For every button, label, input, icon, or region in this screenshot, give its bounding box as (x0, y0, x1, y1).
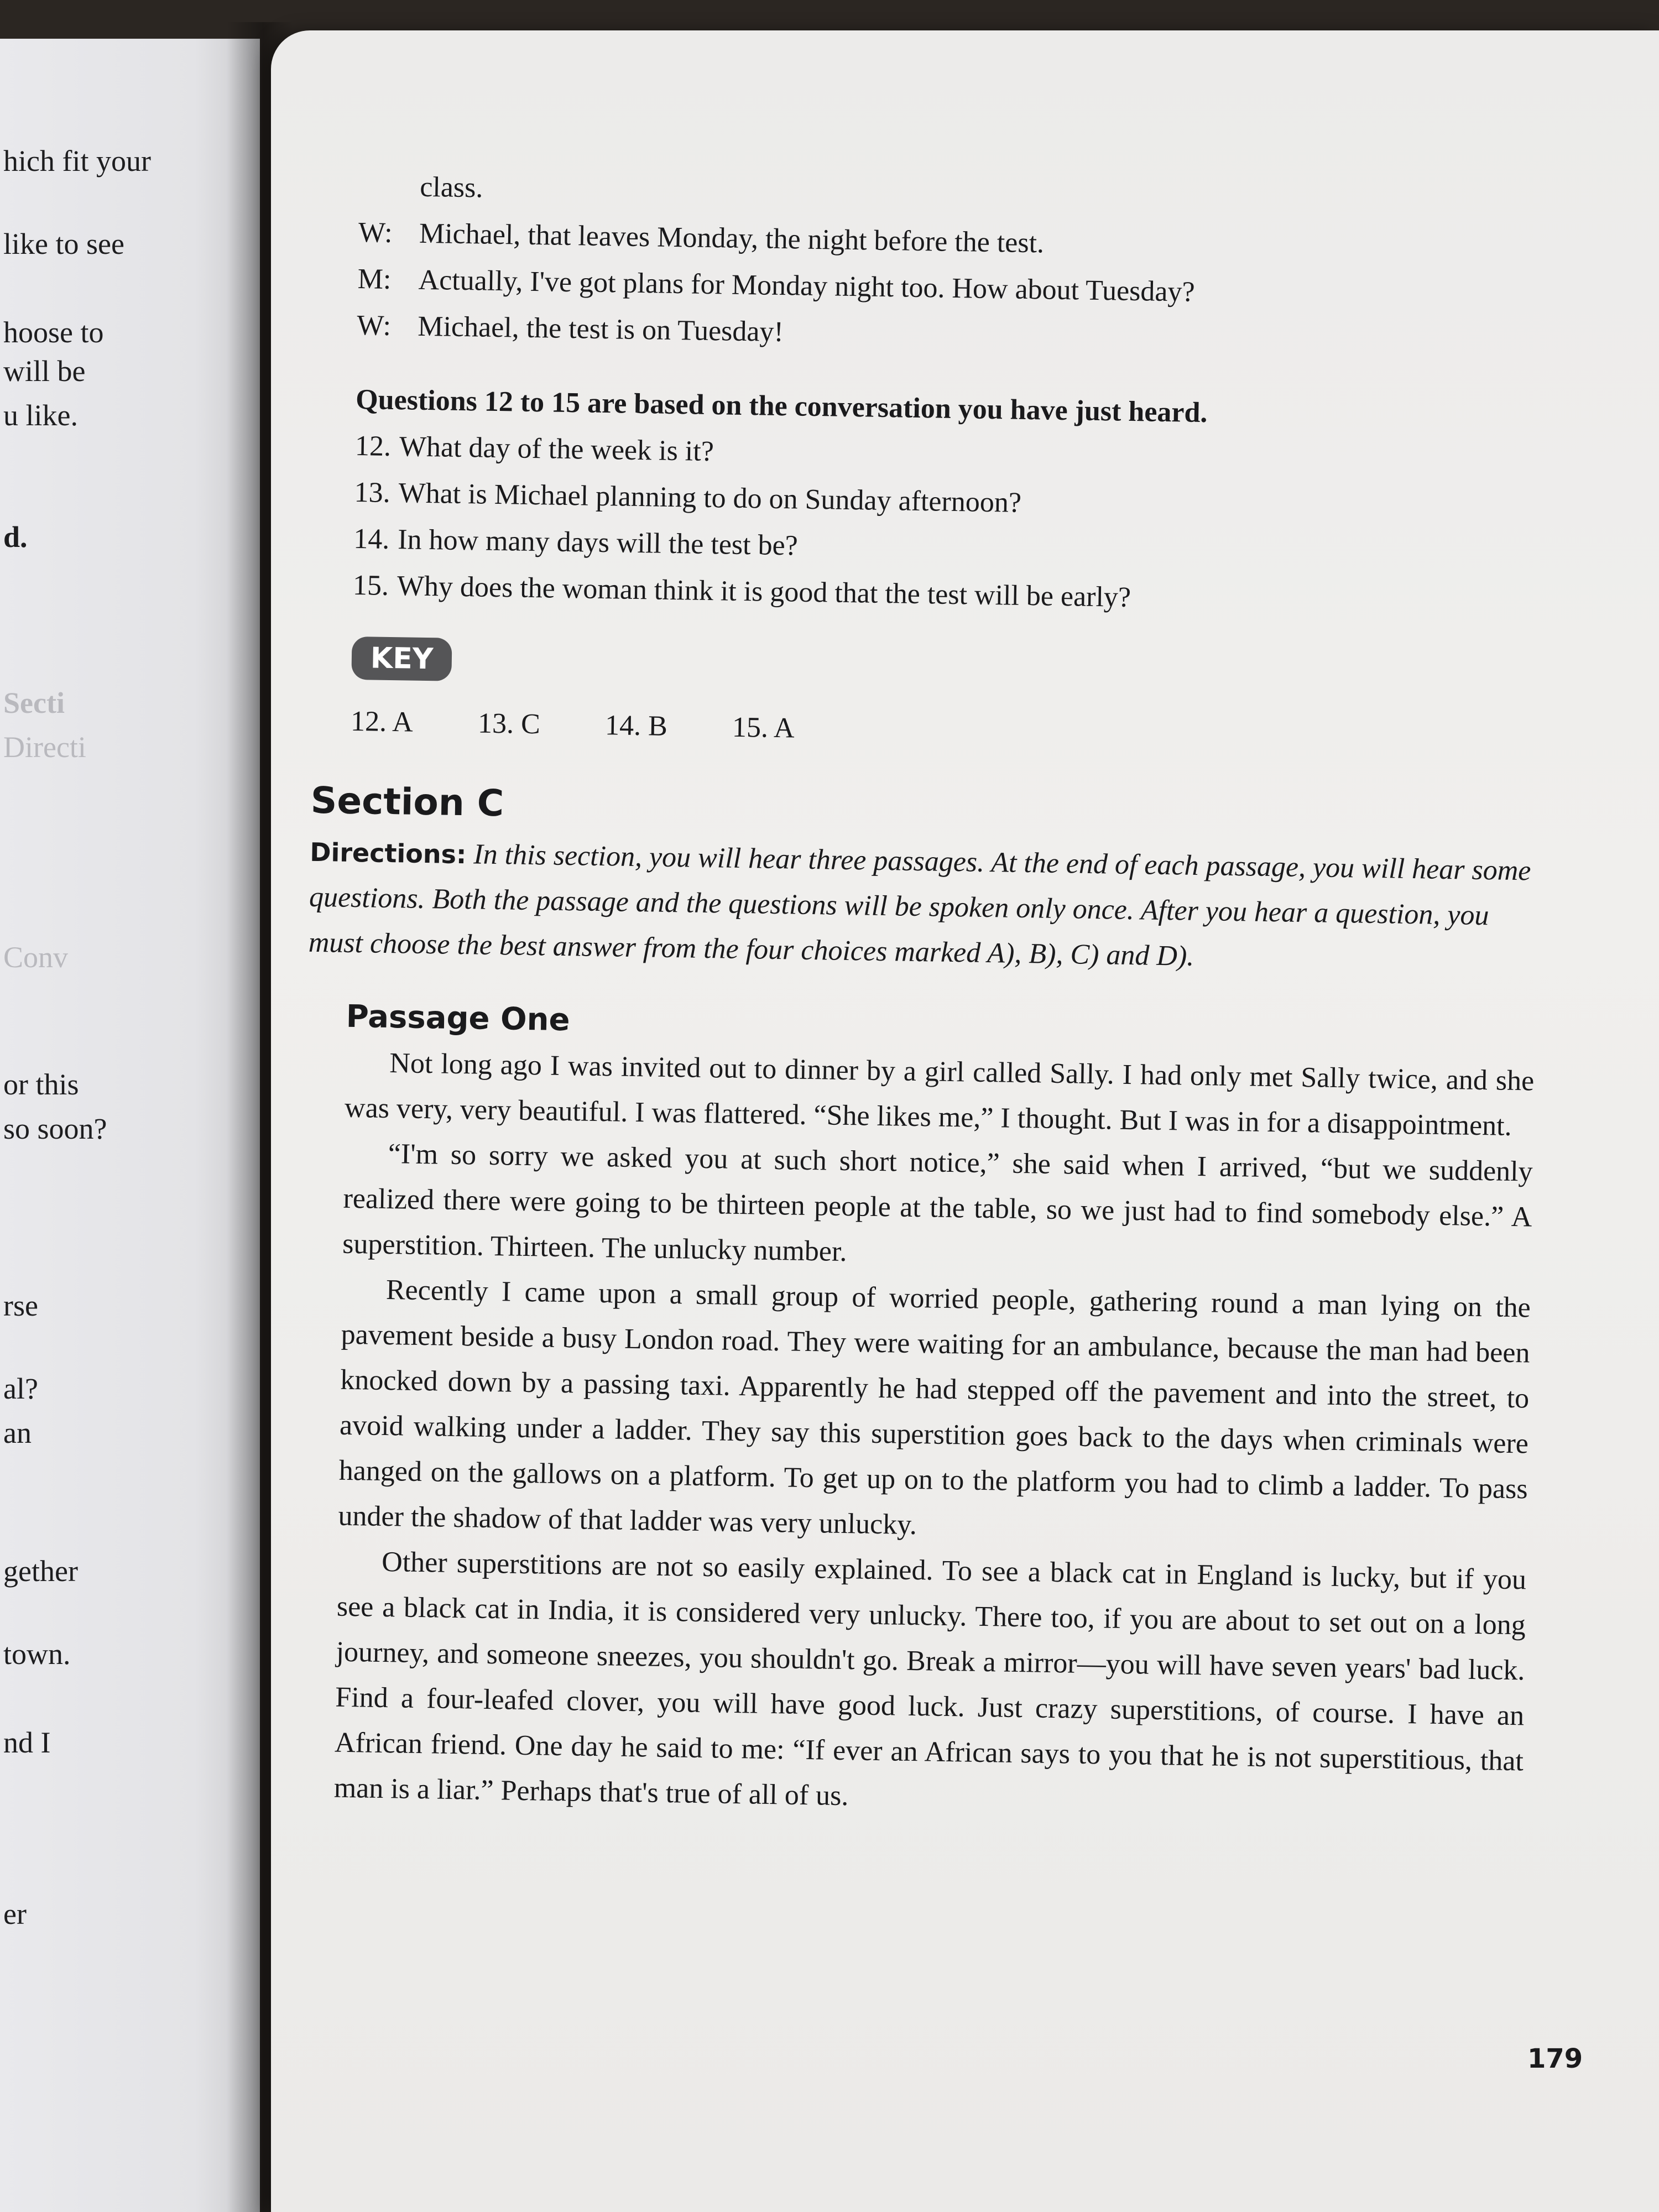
dialogue (357, 163, 1548, 368)
passage-paragraph: Not long ago I was invited out to dinner by a girl called Sally. I had only met Sally twice, and she was very, very beautiful. I was flattered. “She likes me,” I thought. But I was in for a disappointment. (344, 1047, 1535, 1142)
left-page-text-fragment: d. (3, 520, 28, 554)
left-page-text-fragment: will be (3, 354, 86, 388)
section-title: Section C (310, 779, 504, 825)
question-list (352, 423, 1544, 628)
dialogue-text: Actually, I've got plans for Monday night too. How about Tuesday? (418, 264, 1196, 308)
dialogue-text: Michael, that leaves Monday, the night before the test. (419, 217, 1045, 259)
question-text: What is Michael planning to do on Sunday afternoon? (398, 477, 1022, 519)
left-page-text-fragment: like to see (3, 227, 124, 260)
left-page (0, 39, 260, 2212)
question-number: 14. (353, 523, 390, 555)
left-page-text-fragment: nd I (3, 1726, 51, 1759)
speaker-label: M: (357, 263, 392, 295)
right-page (271, 30, 1659, 2212)
left-page-text-fragment: gether (3, 1554, 78, 1588)
question-number: 12. (354, 430, 392, 462)
directions-text: In this section, you will hear three passages. At the end of each passage, you will hear some questions. Both the passage and the questions will be spoken only once. After you hear a question, you must choose the best answer from the four choices marked A), B), C) and D). (308, 838, 1531, 972)
question-text: In how many days will the test be? (397, 524, 799, 562)
left-page-text-fragment: so soon? (3, 1112, 107, 1145)
question-number: 13. (354, 476, 391, 509)
answer-item: 14. B (604, 709, 668, 742)
passage-paragraph: Other superstitions are not so easily explained. To see a black cat in England is lucky, but if you see a black cat in India, it is considered very unlucky. There too, if you are about to set out on a long journey, and someone sneezes, you shouldn't go. Break a mirror—you will have seven years' bad luck. Find a four-leafed clover, you will have good luck. Just crazy superstitions, of course. I have an African friend. One day he said to me: “If ever an African says to you that he is not superstitious, that man is a liar.” Perhaps that's true of all of us. (333, 1546, 1527, 1812)
answer-item: 15. A (732, 711, 795, 744)
left-page-text-fragment: er (3, 1897, 27, 1931)
left-page-text-fragment: hich fit your (3, 144, 151, 178)
left-page-text-fragment: Directi (3, 731, 86, 764)
answer-item: 12. A (350, 705, 414, 738)
dialogue-intro: class. (419, 171, 483, 204)
passage-title: Passage One (346, 998, 571, 1039)
left-page-text-fragment: an (3, 1416, 32, 1449)
left-page-text-fragment: or this (3, 1068, 79, 1101)
passage-paragraph: “I'm so sorry we asked you at such short notice,” she said when I arrived, “but we suddenly realized there were going to be thirteen people at the table, so we just had to find somebody else.” A superstition. Thirteen. The unlucky number. (342, 1138, 1533, 1268)
page-content (308, 163, 1548, 1829)
key-badge: KEY (351, 637, 452, 681)
speaker-label: W: (356, 309, 392, 342)
speaker-label: W: (358, 216, 393, 249)
answer-key (350, 698, 1540, 764)
left-page-text-fragment: u like. (3, 399, 78, 432)
passage-paragraph: Recently I came upon a small group of worried people, gathering round a man lying on the pavement beside a busy London road. They were waiting for an ambulance, because the man had been knocked down by a passing taxi. Apparently he had stepped off the pavement and into the street, to avoid walking under a ladder. They say this superstition goes back to the days when criminals were hanged on the gallows on a platform. To get up on to the platform you had to climb a ladder. To pass under the shadow of that ladder was very unlucky. (338, 1274, 1531, 1541)
directions-label: Directions: (309, 837, 467, 870)
question-text: Why does the woman think it is good that the test will be early? (397, 570, 1131, 614)
left-page-text-fragment: al? (3, 1372, 38, 1405)
question-text: What day of the week is it? (399, 431, 714, 468)
left-page-text-fragment: hoose to (3, 316, 104, 349)
left-page-text-fragment: Conv (3, 941, 69, 974)
questions-heading: Questions 12 to 15 are based on the conversation you have just heard. (355, 383, 1208, 429)
left-page-text-fragment: rse (3, 1289, 38, 1322)
left-page-text-fragment: Secti (3, 686, 65, 719)
answer-item: 13. C (477, 707, 541, 740)
section-directions (308, 830, 1538, 985)
page-number: 179 (1527, 2043, 1583, 2074)
dialogue-text: Michael, the test is on Tuesday! (417, 310, 784, 348)
left-page-text-fragment: town. (3, 1637, 71, 1671)
question-number: 15. (352, 569, 389, 602)
